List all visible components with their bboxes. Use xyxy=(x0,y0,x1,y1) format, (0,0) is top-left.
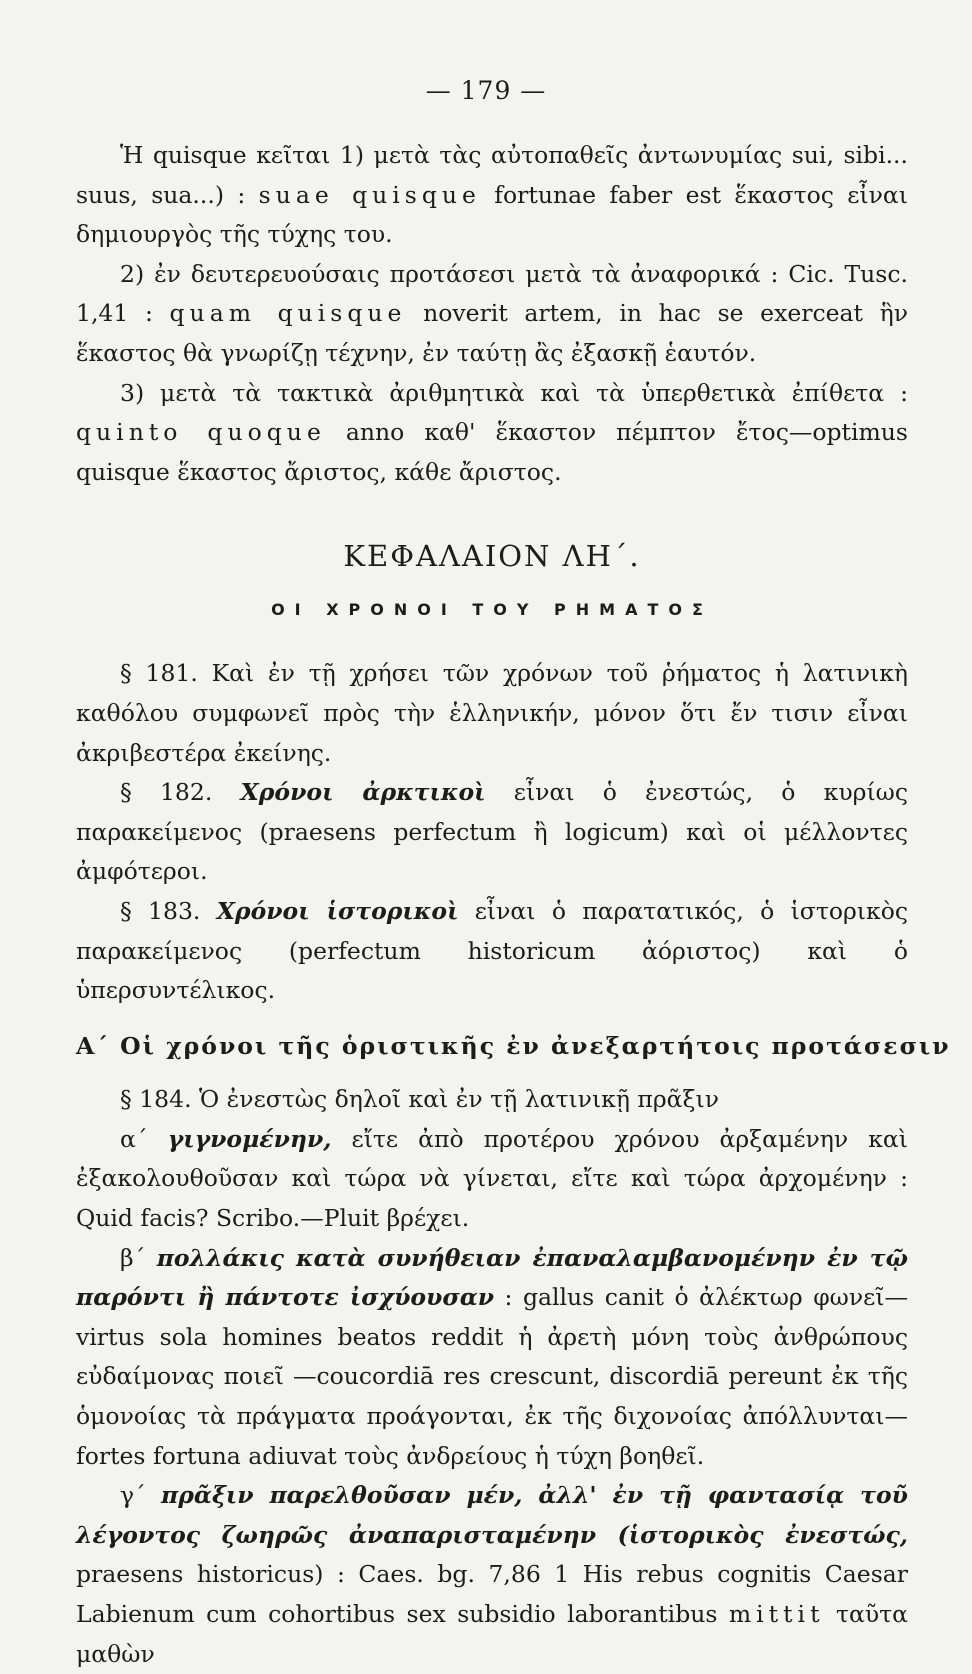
item-c-end: ταῦτα μαθὼν xyxy=(76,1600,908,1668)
section-184-c xyxy=(76,1476,908,1674)
section-182-text: εἶναι ὁ ἐνεστώς, ὁ κυρίως παρακείμενος (praesens perfectum ἢ logicum) καὶ οἱ μέλλοντες ἀμφότεροι. xyxy=(76,778,908,886)
section-182-number: § 182. xyxy=(120,778,213,807)
subsection-heading: Α΄ Οἱ χρόνοι τῆς ὁριστικῆς ἐν ἀνεξαρτήτοις προτάσεσιν xyxy=(76,1031,951,1060)
section-184-b xyxy=(76,1239,908,1477)
section-184-text: Ὁ ἐνεστὼς δηλοῖ καὶ ἐν τῇ λατινικῇ πρᾶξιν xyxy=(191,1085,719,1114)
item-c-text: praesens historicus) : Caes. bg. 7,86 1 His rebus cognitis Caesar Labienum cum cohortibus sex subsidio laborantibus xyxy=(76,1560,908,1628)
section-183-text: εἶναι ὁ παρατατικός, ὁ ἱστορικὸς παρακείμενος (perfectum historicum ἀόριστος) καὶ ὁ ὑπερσυντέλικος. xyxy=(76,896,908,1005)
item-c-spaced: mittit xyxy=(728,1600,825,1628)
section-182 xyxy=(76,773,908,892)
intro-p1-end: fortunae faber est ἕκαστος εἶναι δημιουργὸς τῆς τύχης του. xyxy=(76,180,908,249)
intro-paragraph-1 xyxy=(76,136,908,255)
section-184-number: § 184. xyxy=(120,1085,192,1114)
item-b-term: πολλάκις κατὰ συνήθειαν ἐπαναλαμβανομένην ἐν τῷ παρόντι ἢ πάντοτε ἰσχύουσαν xyxy=(76,1243,908,1312)
section-183-number: § 183. xyxy=(120,896,201,925)
intro-p3-end: anno καθ' ἕκαστον πέμπτον ἔτος—optimus quisque ἕκαστος ἄριστος, κάθε ἄριστος. xyxy=(76,418,908,486)
section-181-number: § 181. xyxy=(120,659,198,688)
item-a-label: α΄ xyxy=(120,1124,148,1153)
page-body xyxy=(76,136,951,1674)
intro-p1-spaced: suae quisque xyxy=(258,180,481,209)
item-b-label: β΄ xyxy=(120,1243,146,1272)
intro-p2-end: noverit artem, in hac se exerceat ἣν ἕκαστος θὰ γνωρίζῃ τέχνην, ἐν ταύτῃ ἂς ἐξασκῇ ἑαυτόν. xyxy=(76,299,908,367)
intro-p2-text: 2) ἐν δευτερευούσαις προτάσεσι μετὰ τὰ ἀναφορικά : Cic. Tusc. 1,41 : xyxy=(76,259,908,328)
item-b-text: : gallus canit ὁ ἀλέκτωρ φωνεῖ—virtus sola homines beatos reddit ἡ ἀρετὴ μόνη τοὺς ἀνθρώπους εὐδαίμονας ποιεῖ —coucordiā res crescunt, discordiā pereunt ἐκ τῆς ὁμονοίας τὰ πράγματα προάγονται, ἐκ τῆς διχονοίας ἀπόλλυνται—fortes fortuna adiuvat τοὺς ἀνδρείους ἡ τύχη βοηθεῖ. xyxy=(76,1283,908,1470)
item-c-term: πρᾶξιν παρελθοῦσαν μέν, ἀλλ' ἐν τῇ φαντασίᾳ τοῦ λέγοντος ζωηρῶς ἀναπαρισταμένην (ἱστορικὸς ἐνεστώς, xyxy=(76,1481,908,1549)
intro-paragraph-3 xyxy=(76,374,908,493)
item-a-text: εἴτε ἀπὸ προτέρου χρόνου ἀρξαμένην καὶ ἐξακολουθοῦσαν καὶ τώρα νὰ γίνεται, εἴτε καὶ τώρα ἀρχομένην : Quid facis? Scribo.—Pluit βρέχει. xyxy=(76,1124,908,1233)
section-184 xyxy=(76,1080,908,1120)
section-181-text: Καὶ ἐν τῇ χρήσει τῶν χρόνων τοῦ ῥήματος ἡ λατινικὴ καθόλου συμφωνεῖ πρὸς τὴν ἑλληνικήν, μόνον ὅτι ἔν τισιν εἶναι ἀκριβεστέρα ἐκείνης. xyxy=(76,659,909,767)
section-182-term: Χρόνοι ἀρκτικοὶ xyxy=(240,778,486,807)
item-c-label: γ΄ xyxy=(120,1481,146,1510)
intro-p3-spaced: quinto quoque xyxy=(76,418,326,447)
intro-p3-text: 3) μετὰ τὰ τακτικὰ ἀριθμητικὰ καὶ τὰ ὑπερθετικὰ ἐπίθετα : xyxy=(120,378,908,407)
section-183 xyxy=(76,892,908,1011)
intro-p2-spaced: quam quisque xyxy=(169,299,407,328)
chapter-title: ΚΕΦΑΛΑΙΟΝ ΛΗ΄. xyxy=(343,539,641,574)
section-183-term: Χρόνοι ἱστορικοὶ xyxy=(216,896,459,925)
item-a-term: γιγνομένην, xyxy=(167,1124,332,1153)
chapter-subtitle: ΟΙ ΧΡΟΝΟΙ ΤΟΥ ΡΗΜΑΤΟΣ xyxy=(271,600,713,620)
intro-paragraph-2 xyxy=(76,255,908,374)
section-184-a xyxy=(76,1120,908,1239)
intro-p1-text: Ἡ quisque κεῖται 1) μετὰ τὰς αὐτοπαθεῖς ἀντωνυμίας sui, sibi... suus, sua...) : xyxy=(76,141,908,209)
page-number: — 179 — xyxy=(425,76,547,105)
section-181 xyxy=(76,654,908,773)
